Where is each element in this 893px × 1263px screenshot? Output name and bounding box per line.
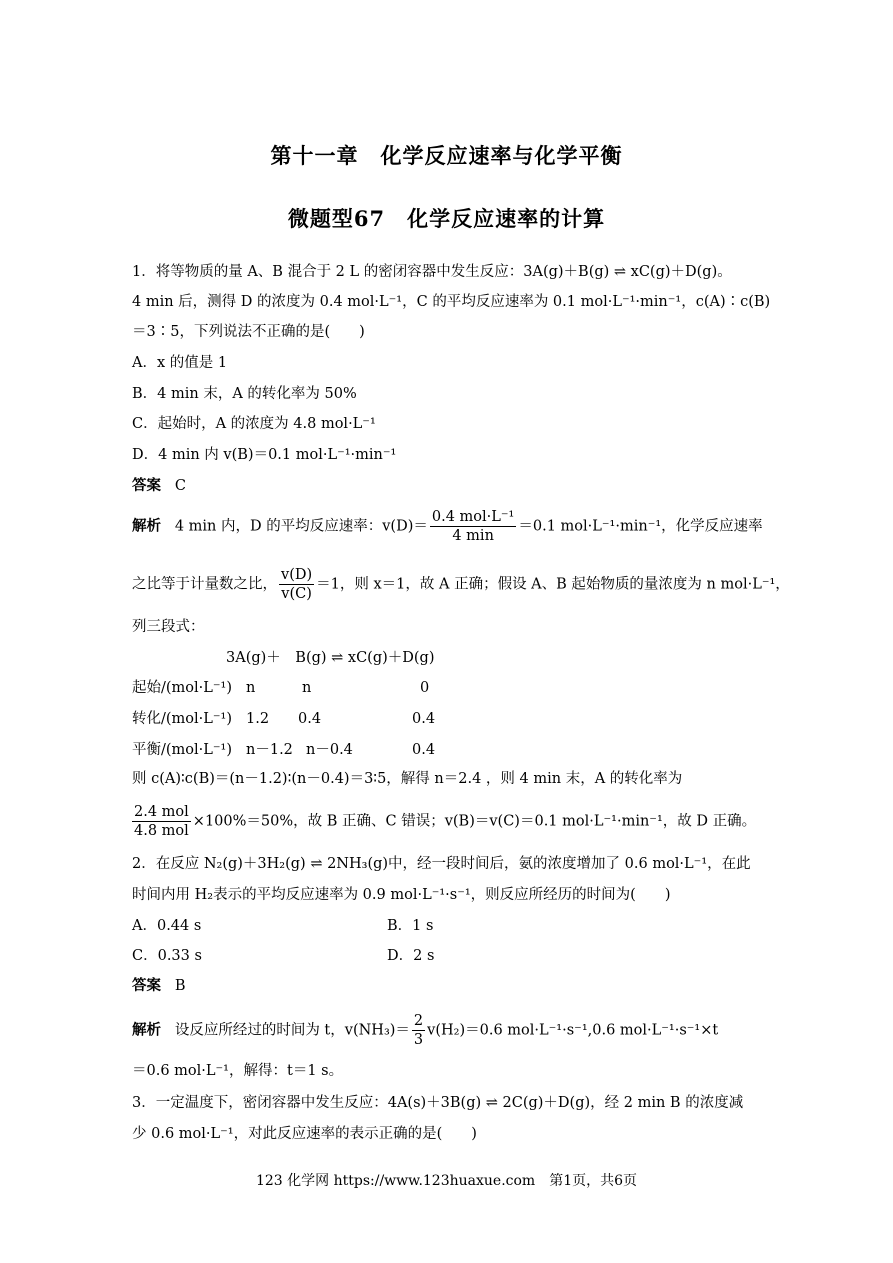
q3-stem-line1: 3．一定温度下，密闭容器中发生反应：4A(s)＋3B(g) ⇌ 2C(g)＋D(g)，经 2 min B 的浓度减 <box>132 1095 744 1111</box>
analysis-text: v(H₂)＝0.6 mol·L⁻¹·s⁻¹,0.6 mol·L⁻¹·s⁻¹×t <box>427 1022 719 1039</box>
q2-analysis-line1 <box>132 1012 718 1049</box>
fraction-numerator: 0.4 mol·L⁻¹ <box>431 509 515 525</box>
analysis-text: ×100%＝50%，故 B 正确、C 错误；v(B)＝v(C)＝0.1 mol·L⁻¹·min⁻¹，故 D 正确。 <box>192 813 757 830</box>
analysis-text: ＝0.1 mol·L⁻¹·min⁻¹，化学反应速率 <box>518 518 763 535</box>
q1-stem-line1: 1．将等物质的量 A、B 混合于 2 L 的密闭容器中发生反应：3A(g)＋B(g) ⇌ xC(g)＋D(g)。 <box>132 264 732 280</box>
row-eq-a: n－1.2 <box>246 742 293 758</box>
analysis-text: 之比等于计量数之比， <box>132 576 277 593</box>
q1-analysis-line1 <box>132 508 763 545</box>
q1-answer <box>132 476 186 496</box>
row-label-change: 转化/(mol·L⁻¹) <box>132 711 233 727</box>
fraction <box>430 508 517 545</box>
row-eq-b: n－0.4 <box>306 742 353 758</box>
row-start-b: n <box>302 680 312 696</box>
q1-option-b: B．4 min 末，A 的转化率为 50% <box>132 386 357 402</box>
fraction <box>412 1012 425 1049</box>
chapter-title: 第十一章 化学反应速率与化学平衡 <box>270 143 623 168</box>
q2-analysis-line2: ＝0.6 mol·L⁻¹，解得：t＝1 s。 <box>132 1063 344 1079</box>
analysis-label: 解析 <box>132 1021 161 1039</box>
fraction-denominator: 4.8 mol <box>134 823 189 839</box>
fraction-denominator: 3 <box>413 1032 424 1048</box>
q2-option-c: C．0.33 s <box>132 948 202 964</box>
q1-option-a: A．x 的值是 1 <box>132 355 228 371</box>
answer-label: 答案 <box>132 477 161 494</box>
row-start-d: 0 <box>420 680 430 696</box>
fraction-numerator: 2 <box>413 1013 424 1029</box>
q3-stem-line2: 少 0.6 mol·L⁻¹，对此反应速率的表示正确的是( ) <box>132 1126 477 1142</box>
row-label-start: 起始/(mol·L⁻¹) <box>132 680 233 696</box>
row-label-equilibrium: 平衡/(mol·L⁻¹) <box>132 742 233 758</box>
fraction <box>279 566 314 603</box>
answer-label: 答案 <box>132 977 161 994</box>
answer-value: C <box>174 478 186 494</box>
q2-stem-line2: 时间内用 H₂表示的平均反应速率为 0.9 mol·L⁻¹·s⁻¹，则反应所经历的时间为( ) <box>132 887 671 903</box>
analysis-text: ＝1，则 x＝1，故 A 正确；假设 A、B 起始物质的量浓度为 n mol·L⁻¹， <box>316 576 790 593</box>
answer-value: B <box>174 978 186 994</box>
q1-analysis-line3: 列三段式： <box>132 619 205 635</box>
fraction-denominator: v(C) <box>281 586 312 602</box>
q1-analysis-line2 <box>132 566 790 603</box>
q2-answer <box>132 976 185 996</box>
q2-option-d: D．2 s <box>387 948 435 964</box>
fraction <box>132 803 191 840</box>
analysis-text: 4 min 内，D 的平均反应速率：v(D)＝ <box>174 518 428 535</box>
fraction-denominator: 4 min <box>452 528 494 544</box>
row-change-b: 0.4 <box>298 711 322 727</box>
fraction-numerator: v(D) <box>281 567 313 583</box>
row-eq-d: 0.4 <box>412 742 436 758</box>
analysis-label: 解析 <box>132 517 161 535</box>
row-change-a: 1.2 <box>246 711 270 727</box>
fraction-numerator: 2.4 mol <box>134 804 189 820</box>
row-start-a: n <box>246 680 256 696</box>
q2-option-b: B．1 s <box>387 918 434 934</box>
section-title: 微题型67 化学反应速率的计算 <box>287 206 606 231</box>
q2-stem-line1: 2．在反应 N₂(g)＋3H₂(g) ⇌ 2NH₃(g)中，经一段时间后，氨的浓度增加了 0.6 mol·L⁻¹，在此 <box>132 856 751 872</box>
q1-option-c: C．起始时，A 的浓度为 4.8 mol·L⁻¹ <box>132 416 376 432</box>
q1-stem-line3: ＝3∶5，下列说法不正确的是( ) <box>132 324 365 340</box>
analysis-text: 设反应所经过的时间为 t，v(NH₃)＝ <box>174 1022 410 1039</box>
page-footer: 123 化学网 https://www.123huaxue.com 第1页，共6页 <box>255 1173 638 1189</box>
three-step-equation: 3A(g)＋ B(g) ⇌ xC(g)＋D(g) <box>226 650 435 666</box>
q1-option-d: D．4 min 内 v(B)＝0.1 mol·L⁻¹·min⁻¹ <box>132 447 397 463</box>
q1-analysis-line4: 则 c(A)∶c(B)＝(n－1.2)∶(n－0.4)＝3∶5，解得 n＝2.4 ，则 4 min 末，A 的转化率为 <box>132 771 683 787</box>
q1-analysis-line5 <box>132 803 756 840</box>
row-change-d: 0.4 <box>412 711 436 727</box>
q1-stem-line2: 4 min 后，测得 D 的浓度为 0.4 mol·L⁻¹，C 的平均反应速率为 0.1 mol·L⁻¹·min⁻¹，c(A)∶c(B) <box>132 294 771 310</box>
q2-option-a: A．0.44 s <box>132 918 202 934</box>
